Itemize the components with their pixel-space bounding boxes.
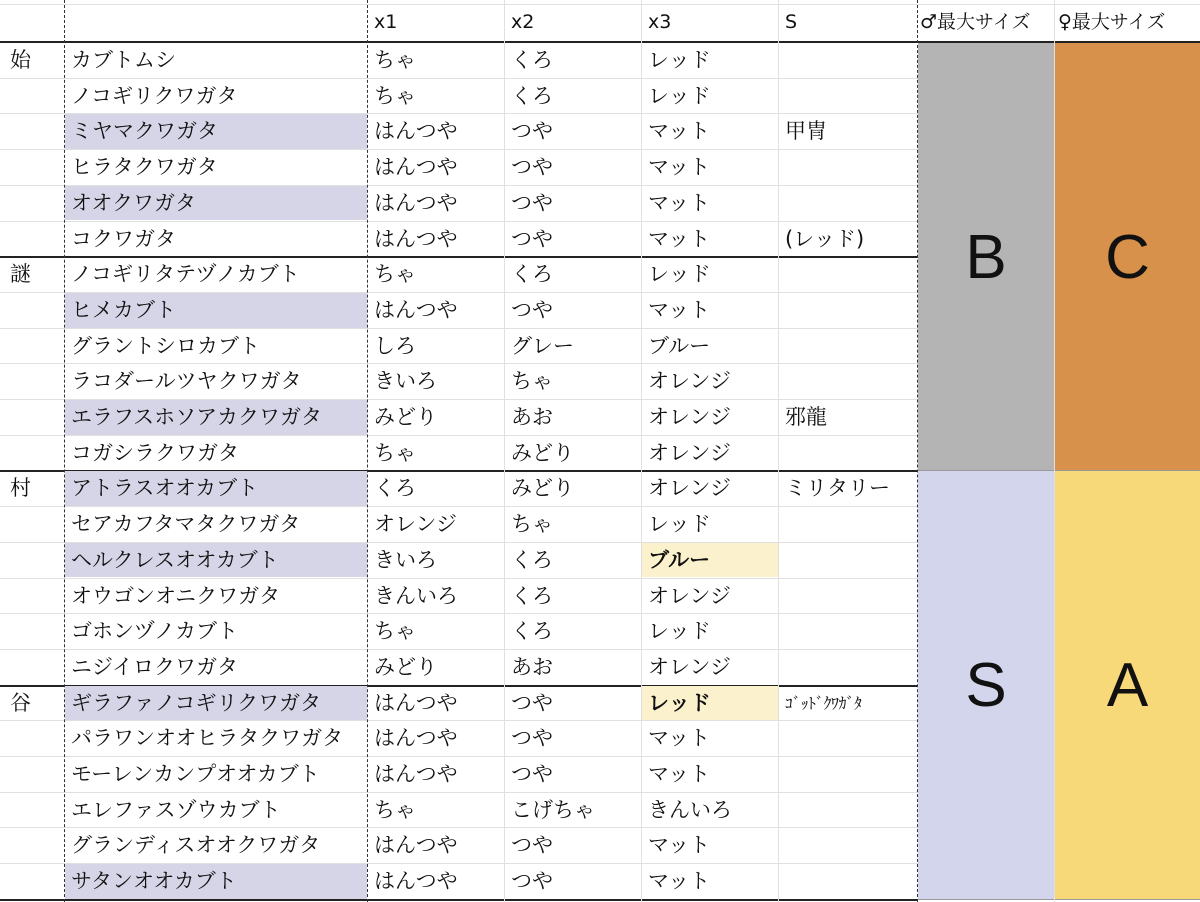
x3-color-cell[interactable]: ブルー xyxy=(642,543,778,578)
header-x2[interactable]: x2 xyxy=(511,11,535,33)
band-gridline xyxy=(918,470,1200,471)
x1-color-cell[interactable]: はんつや xyxy=(374,690,458,715)
s-variant-cell[interactable] xyxy=(779,650,916,685)
col-gridline xyxy=(1054,0,1055,902)
x1-color-cell[interactable]: ちゃ xyxy=(374,619,416,644)
s-variant-cell[interactable]: 甲冑 xyxy=(785,119,827,144)
x1-color-cell[interactable]: しろ xyxy=(374,333,416,358)
x1-color-cell[interactable]: きいろ xyxy=(374,369,437,394)
x3-color-cell[interactable]: オレンジ xyxy=(648,440,731,465)
male-max-size-cell[interactable] xyxy=(918,43,1054,471)
x1-color-cell[interactable]: ちゃ xyxy=(374,797,416,822)
x3-color-cell[interactable]: ブルー xyxy=(648,333,711,358)
x3-color-cell[interactable]: マット xyxy=(648,762,711,786)
s-variant-cell[interactable] xyxy=(779,329,916,364)
female-max-size-cell[interactable] xyxy=(1055,43,1200,471)
x2-color-cell[interactable]: くろ xyxy=(511,583,553,608)
group-label[interactable]: 謎 xyxy=(10,262,31,287)
x3-color-cell[interactable]: マット xyxy=(648,726,711,751)
x1-color-cell[interactable]: はんつや xyxy=(374,726,458,751)
x1-color-cell[interactable]: きいろ xyxy=(374,547,437,572)
insect-name-cell[interactable]: ニジイロクワガタ xyxy=(71,654,238,679)
female-max-size-grade: C xyxy=(1105,222,1150,292)
x1-color-cell[interactable]: ちゃ xyxy=(374,440,416,465)
x2-color-cell[interactable]: くろ xyxy=(511,48,553,72)
x3-color-cell[interactable]: マット xyxy=(648,226,711,251)
x1-color-cell[interactable]: はんつや xyxy=(374,226,458,251)
header-female-max-size[interactable]: ♀最大サイズ xyxy=(1058,11,1166,33)
x1-color-cell[interactable]: はんつや xyxy=(374,155,458,180)
header-x1[interactable]: x1 xyxy=(374,11,398,33)
x2-color-cell[interactable]: つや xyxy=(511,297,553,322)
s-variant-cell[interactable] xyxy=(779,436,916,471)
s-variant-cell[interactable] xyxy=(779,186,916,221)
x1-color-cell[interactable]: はんつや xyxy=(374,762,458,786)
s-variant-cell[interactable]: ミリタリー xyxy=(785,476,890,501)
x1-color-cell[interactable]: くろ xyxy=(374,476,416,501)
x2-color-cell[interactable]: みどり xyxy=(511,440,574,465)
x2-color-cell[interactable]: つや xyxy=(511,119,553,144)
s-variant-cell[interactable] xyxy=(779,257,916,292)
insect-name-cell[interactable]: アトラスオオカブト xyxy=(65,471,367,506)
insect-name-cell[interactable]: ギラファノコギリクワガタ xyxy=(65,686,367,721)
x3-color-cell[interactable]: オレンジ xyxy=(648,405,731,429)
x1-color-cell[interactable]: はんつや xyxy=(374,190,458,215)
x3-color-cell[interactable]: きんいろ xyxy=(648,797,732,822)
insect-name-cell[interactable]: コガシラクワガタ xyxy=(71,440,239,465)
x2-color-cell[interactable]: つや xyxy=(511,833,553,858)
female-max-size-grade: A xyxy=(1106,651,1149,721)
insect-name-cell[interactable]: ノコギリタテヅノカブト xyxy=(71,262,300,287)
insect-name-cell[interactable]: カブトムシ xyxy=(71,48,176,72)
insect-name-cell[interactable]: ヒメカブト xyxy=(65,293,367,328)
x1-color-cell[interactable]: みどり xyxy=(374,654,437,679)
x1-color-cell[interactable]: きんいろ xyxy=(374,583,458,608)
s-variant-cell[interactable] xyxy=(779,79,916,114)
s-variant-cell[interactable] xyxy=(779,721,916,756)
x1-color-cell[interactable]: ちゃ xyxy=(374,262,416,287)
x2-color-cell[interactable]: くろ xyxy=(511,262,553,287)
s-variant-cell[interactable] xyxy=(779,150,916,185)
female-max-size-cell[interactable] xyxy=(1055,471,1200,899)
s-variant-cell[interactable] xyxy=(779,507,916,542)
x2-color-cell[interactable]: こげちゃ xyxy=(511,797,595,822)
x1-color-cell[interactable]: はんつや xyxy=(374,869,458,894)
x2-color-cell[interactable]: あお xyxy=(511,405,553,429)
x3-color-cell[interactable]: マット xyxy=(648,297,711,322)
group-separator xyxy=(0,899,918,901)
group-label[interactable]: 谷 xyxy=(10,690,31,715)
s-variant-cell[interactable] xyxy=(779,364,916,399)
x2-color-cell[interactable]: みどり xyxy=(511,476,574,501)
s-variant-cell[interactable] xyxy=(779,793,916,828)
col-divider-dashed xyxy=(917,0,918,902)
insect-name-cell[interactable]: ゴホンヅノカブト xyxy=(71,619,238,644)
insect-name-cell[interactable]: エレファスゾウカブト xyxy=(71,797,281,822)
top-gridline xyxy=(0,4,1200,5)
male-max-size-grade: S xyxy=(965,651,1007,721)
s-variant-cell[interactable]: (レッド) xyxy=(785,226,865,251)
x1-color-cell[interactable]: ちゃ xyxy=(374,48,416,72)
x1-color-cell[interactable]: みどり xyxy=(374,405,437,429)
insect-name-cell[interactable]: オウゴンオニクワガタ xyxy=(71,583,281,608)
x3-color-cell[interactable]: マット xyxy=(648,833,711,858)
x2-color-cell[interactable]: くろ xyxy=(511,547,553,572)
insect-name-cell[interactable]: サタンオオカブト xyxy=(65,864,367,899)
s-variant-cell[interactable] xyxy=(779,293,916,328)
header-s[interactable]: S xyxy=(785,11,798,33)
x2-color-cell[interactable]: つや xyxy=(511,690,553,715)
x2-color-cell[interactable]: つや xyxy=(511,190,553,215)
s-variant-cell[interactable] xyxy=(779,828,916,863)
x3-color-cell[interactable]: レッド xyxy=(642,686,778,721)
x2-color-cell[interactable]: つや xyxy=(511,869,553,894)
x3-color-cell[interactable]: オレンジ xyxy=(648,369,731,394)
insect-name-cell[interactable]: グランディスオオクワガタ xyxy=(71,833,321,858)
male-max-size-grade: B xyxy=(965,222,1007,292)
x3-color-cell[interactable]: オレンジ xyxy=(648,583,731,608)
x3-color-cell[interactable]: レッド xyxy=(648,262,711,287)
male-max-size-cell[interactable] xyxy=(918,471,1054,899)
x2-color-cell[interactable]: ちゃ xyxy=(511,369,553,394)
x1-color-cell[interactable]: ちゃ xyxy=(374,83,416,108)
insect-name-cell[interactable]: エラフスホソアカクワガタ xyxy=(65,400,367,435)
x3-color-cell[interactable]: レッド xyxy=(648,619,711,644)
x2-color-cell[interactable]: あお xyxy=(511,654,553,679)
insect-name-cell[interactable]: ヒラタクワガタ xyxy=(71,155,218,180)
x3-color-cell[interactable]: レッド xyxy=(648,512,711,537)
s-variant-cell[interactable] xyxy=(779,757,916,792)
group-label[interactable]: 始 xyxy=(10,48,31,72)
x2-color-cell[interactable]: ちゃ xyxy=(511,512,553,537)
x2-color-cell[interactable]: つや xyxy=(511,762,553,786)
insect-name-cell[interactable]: ミヤマクワガタ xyxy=(65,114,367,149)
insect-name-cell[interactable]: モーレンカンプオオカブト xyxy=(71,762,320,786)
s-variant-cell[interactable] xyxy=(779,579,916,614)
s-variant-cell[interactable]: ｺﾞｯﾄﾞｸﾜｶﾞﾀ xyxy=(785,693,862,713)
insect-name-cell[interactable]: セアカフタマタクワガタ xyxy=(71,512,301,537)
x2-color-cell[interactable]: グレー xyxy=(511,333,574,358)
s-variant-cell[interactable] xyxy=(779,43,916,78)
s-variant-cell[interactable] xyxy=(779,543,916,578)
x3-color-cell[interactable]: オレンジ xyxy=(648,476,731,501)
insect-name-cell[interactable]: パラワンオオヒラタクワガタ xyxy=(71,726,344,751)
x1-color-cell[interactable]: はんつや xyxy=(374,297,458,322)
x3-color-cell[interactable]: レッド xyxy=(648,83,711,108)
s-variant-cell[interactable] xyxy=(779,864,916,899)
band-gridline xyxy=(918,899,1200,900)
x3-color-cell[interactable]: マット xyxy=(648,869,711,894)
insect-name-cell[interactable]: ラコダールツヤクワガタ xyxy=(71,369,302,394)
x1-color-cell[interactable]: オレンジ xyxy=(374,512,457,537)
x2-color-cell[interactable]: くろ xyxy=(511,619,553,644)
x1-color-cell[interactable]: はんつや xyxy=(374,833,458,858)
insect-name-cell[interactable]: コクワガタ xyxy=(71,226,176,251)
header-x3[interactable]: x3 xyxy=(648,11,672,33)
x3-color-cell[interactable]: オレンジ xyxy=(648,654,731,679)
insect-name-cell[interactable]: グラントシロカブト xyxy=(71,333,260,358)
insect-name-cell[interactable]: ノコギリクワガタ xyxy=(71,83,238,108)
x2-color-cell[interactable]: つや xyxy=(511,726,553,751)
s-variant-cell[interactable] xyxy=(779,614,916,649)
group-label[interactable]: 村 xyxy=(10,476,31,501)
x3-color-cell[interactable]: マット xyxy=(648,190,711,215)
header-male-max-size[interactable]: ♂最大サイズ xyxy=(920,11,1031,33)
x3-color-cell[interactable]: マット xyxy=(648,155,711,180)
x2-color-cell[interactable]: つや xyxy=(511,226,553,251)
insect-name-cell[interactable]: オオクワガタ xyxy=(65,186,367,221)
x1-color-cell[interactable]: はんつや xyxy=(374,119,458,144)
s-variant-cell[interactable]: 邪龍 xyxy=(785,405,827,429)
x3-color-cell[interactable]: マット xyxy=(648,119,711,144)
x2-color-cell[interactable]: つや xyxy=(511,155,553,180)
insect-name-cell[interactable]: ヘルクレスオオカブト xyxy=(65,543,367,578)
x3-color-cell[interactable]: レッド xyxy=(648,48,711,72)
x2-color-cell[interactable]: くろ xyxy=(511,83,553,108)
